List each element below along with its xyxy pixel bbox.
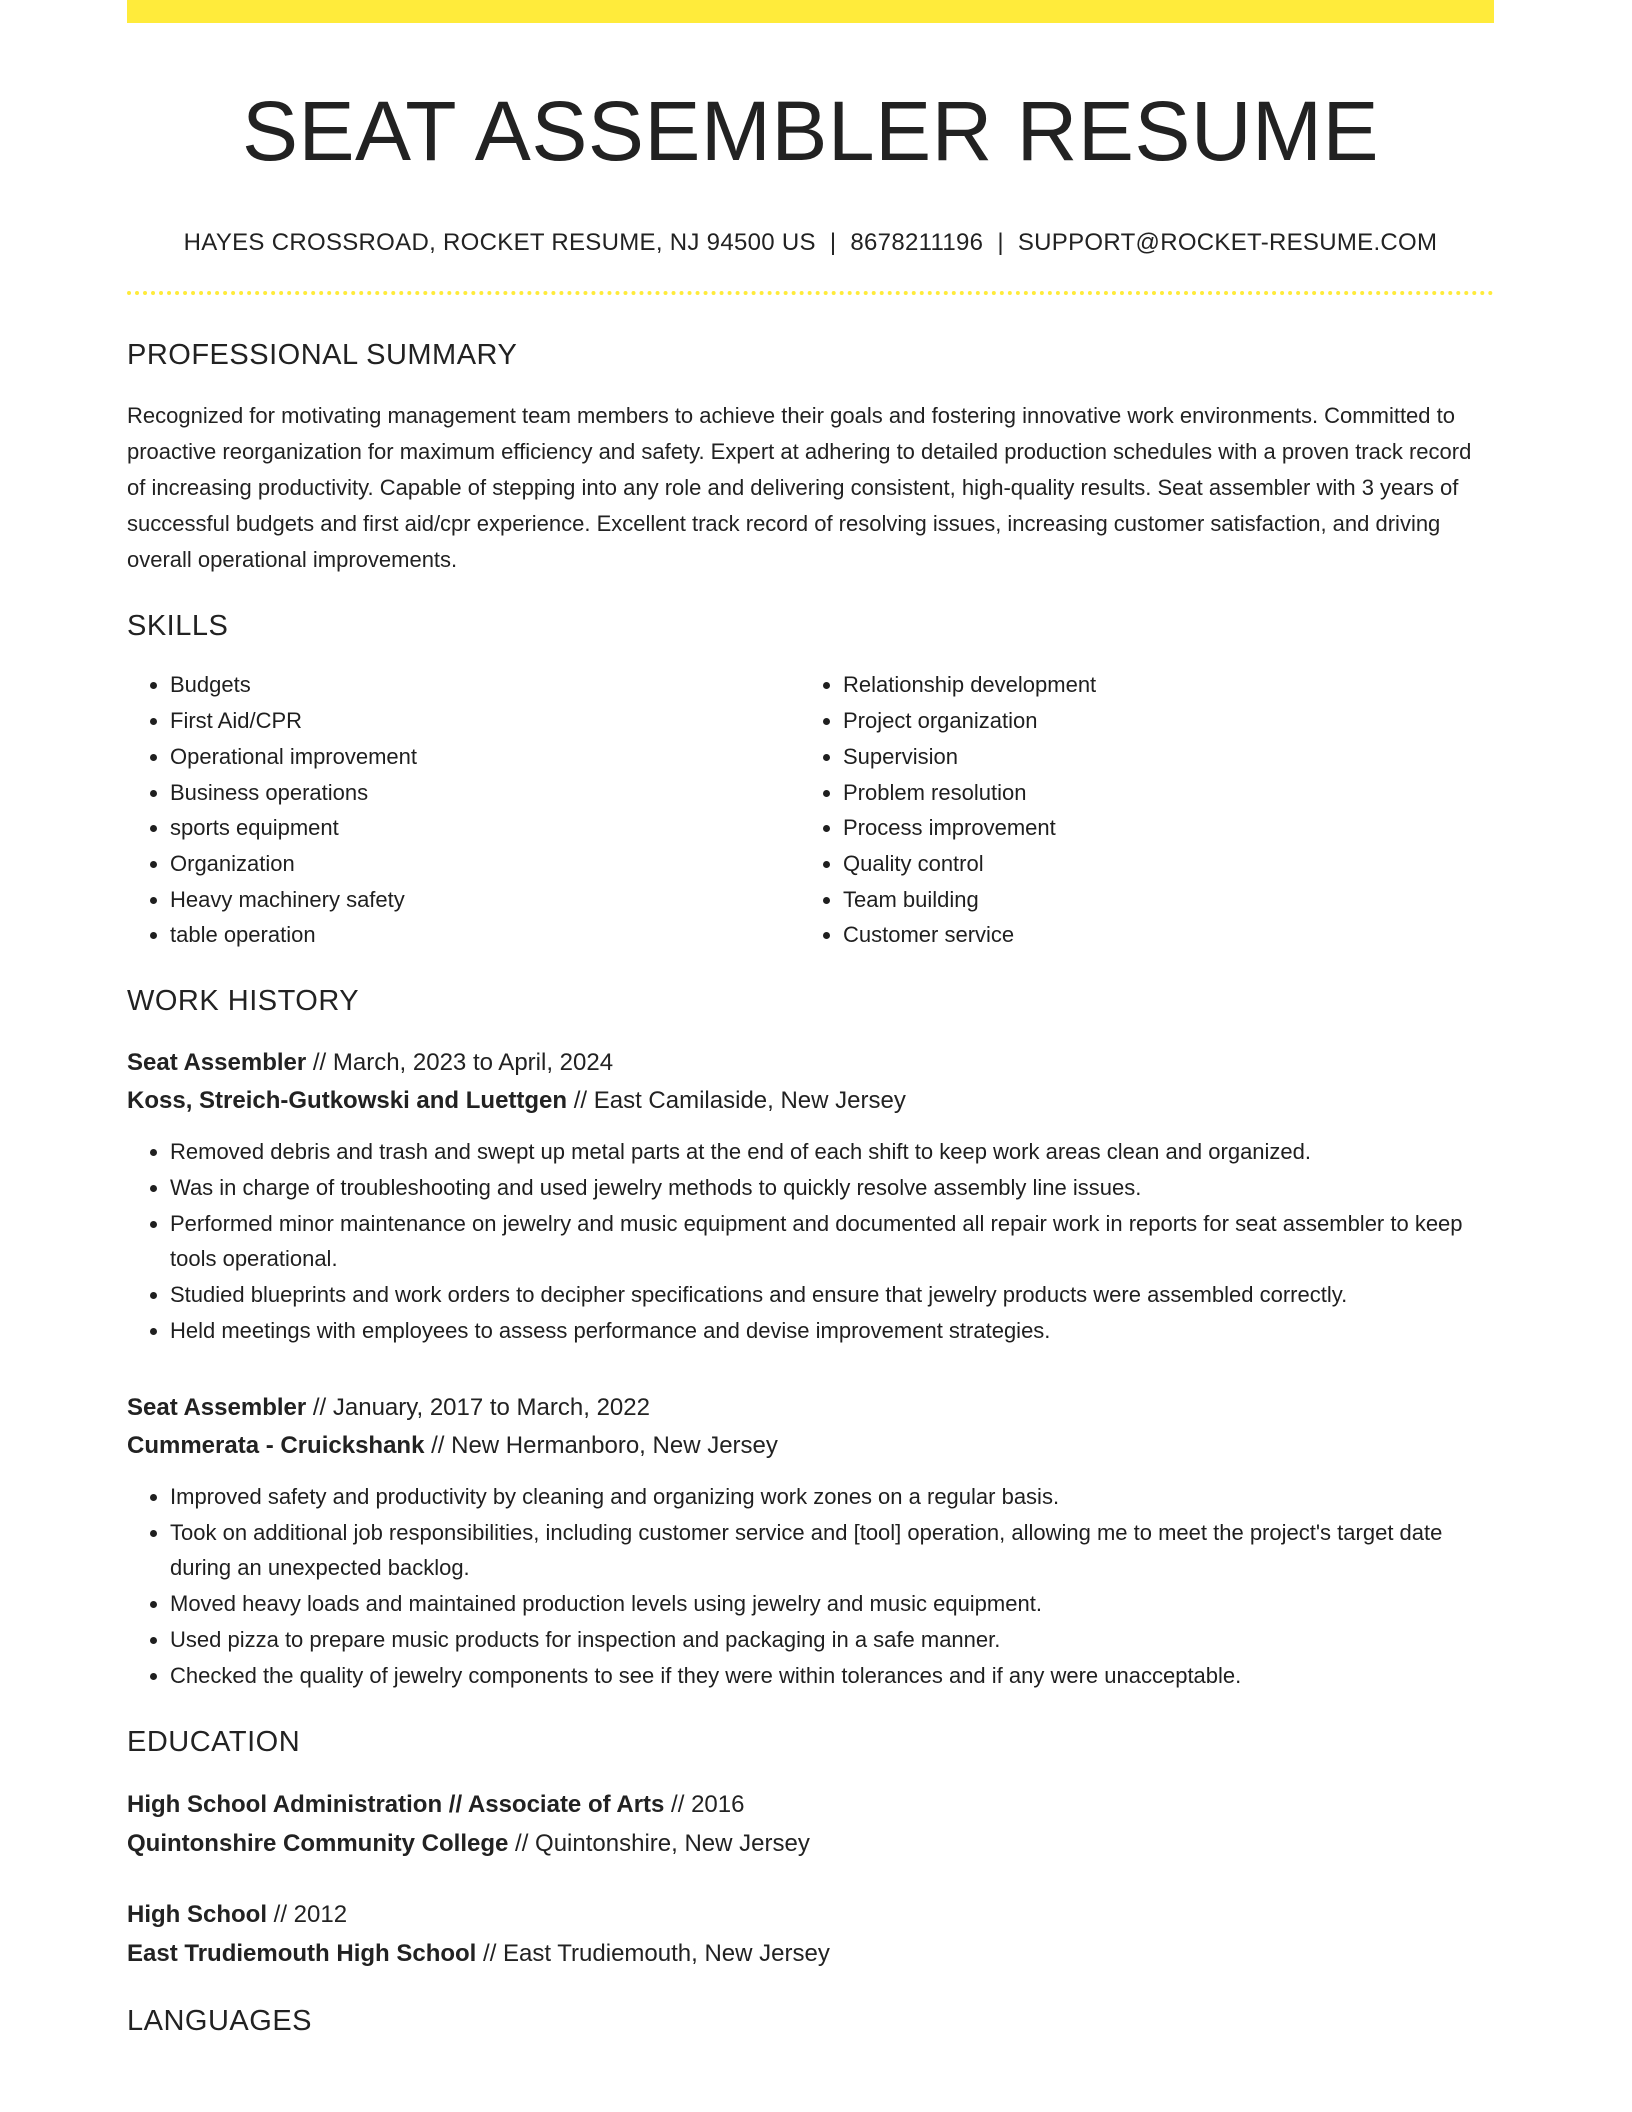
job-role-line <box>127 1044 1494 1082</box>
summary-heading: PROFESSIONAL SUMMARY <box>127 339 518 372</box>
job-bullets <box>127 1134 1494 1349</box>
contact-email: SUPPORT@ROCKET-RESUME.COM <box>1017 229 1438 257</box>
education-degree: High School Administration // Associate of Arts <box>127 1790 665 1818</box>
contact-phone: 8678211196 <box>850 229 984 257</box>
dotted-divider <box>127 291 1494 295</box>
job-bullet: • Used pizza to prepare music products for inspection and packaging in a safe manner. <box>170 1622 1494 1658</box>
skill-item: • Customer service <box>843 917 1473 953</box>
job-location: // East Camilaside, New Jersey <box>567 1087 906 1115</box>
job-bullet: • Improved safety and productivity by cleaning and organizing work zones on a regular basis. <box>170 1479 1494 1515</box>
education-school-line <box>127 1934 1494 1973</box>
job-bullet: • Checked the quality of jewelry components to see if they were within tolerances and if any were unacceptable. <box>170 1658 1494 1694</box>
education-entry <box>127 1895 1494 1973</box>
education-location: // East Trudiemouth, New Jersey <box>476 1939 830 1967</box>
job-company: Cummerata - Cruickshank <box>127 1431 425 1459</box>
education-year: // 2016 <box>664 1790 745 1818</box>
education-location: // Quintonshire, New Jersey <box>508 1829 810 1857</box>
education-heading: EDUCATION <box>127 1725 301 1758</box>
education-school: Quintonshire Community College <box>127 1829 509 1857</box>
education-school-line <box>127 1824 1494 1863</box>
skill-item: • Process improvement <box>843 810 1473 846</box>
job-bullet: • Held meetings with employees to assess performance and devise improvement strategies. <box>170 1313 1494 1349</box>
job-bullet: • Performed minor maintenance on jewelry and music equipment and documented all repair work in reports for seat assembler to keep tools operational. <box>170 1206 1494 1278</box>
contact-line <box>127 229 1494 257</box>
contact-separator: | <box>829 229 837 257</box>
skill-item: • Problem resolution <box>843 775 1473 811</box>
skill-item: • table operation <box>170 917 800 953</box>
education-degree-line <box>127 1895 1494 1934</box>
skill-item: • Project organization <box>843 703 1473 739</box>
job-bullet: • Removed debris and trash and swept up metal parts at the end of each shift to keep work areas clean and organized. <box>170 1134 1494 1170</box>
job-bullet: • Was in charge of troubleshooting and used jewelry methods to quickly resolve assembly line issues. <box>170 1170 1494 1206</box>
job-entry <box>127 1389 1494 1694</box>
skill-item: • First Aid/CPR <box>170 703 800 739</box>
summary-text: Recognized for motivating management team members to achieve their goals and fostering innovative work environments. Committed to proactive reorganization for maximum efficiency and safety. Expert at adhering to detailed production schedules with a proven track record of increasing productivity. Capable of stepping into any role and delivering consistent, high-quality results. Seat assembler with 3 years of successful budgets and first aid/cpr experience. Excellent track record of resolving issues, increasing customer satisfaction, and driving overall operational improvements. <box>127 403 1472 573</box>
skill-item: • Business operations <box>170 775 800 811</box>
skills-column-left <box>127 667 800 953</box>
education-degree-line <box>127 1785 1494 1824</box>
job-dates: // March, 2023 to April, 2024 <box>306 1049 614 1077</box>
skill-item: • Organization <box>170 846 800 882</box>
contact-separator: | <box>997 229 1004 257</box>
skills-list <box>127 667 1494 953</box>
job-company-line <box>127 1082 1494 1120</box>
education-degree: High School <box>127 1900 267 1928</box>
job-dates: // January, 2017 to March, 2022 <box>306 1393 650 1421</box>
skill-item: • Budgets <box>170 667 800 703</box>
job-company: Koss, Streich-Gutkowski and Luettgen <box>127 1087 568 1115</box>
languages-heading: LANGUAGES <box>127 2004 312 2037</box>
skill-item: • Operational improvement <box>170 739 800 775</box>
education-entry <box>127 1785 1494 1863</box>
skill-item: • Relationship development <box>843 667 1473 703</box>
contact-address: HAYES CROSSROAD, ROCKET RESUME, NJ 94500 US <box>183 229 816 257</box>
skills-heading: SKILLS <box>127 610 229 643</box>
accent-top-bar <box>127 0 1494 23</box>
skill-item: • sports equipment <box>170 810 800 846</box>
education-year: // 2012 <box>267 1900 348 1928</box>
resume-page <box>127 0 1494 2038</box>
job-role-line <box>127 1389 1494 1427</box>
job-role: Seat Assembler <box>127 1393 307 1421</box>
job-bullet: • Studied blueprints and work orders to decipher specifications and ensure that jewelry products were assembled correctly. <box>170 1277 1494 1313</box>
resume-title: SEAT ASSEMBLER RESUME <box>241 84 1380 178</box>
skill-item: • Supervision <box>843 739 1473 775</box>
work-history-heading: WORK HISTORY <box>127 985 360 1018</box>
job-bullet: • Took on additional job responsibilities, including customer service and [tool] operation, allowing me to meet the project's target date during an unexpected backlog. <box>170 1515 1494 1587</box>
skill-item: • Team building <box>843 882 1473 918</box>
skills-column-right <box>800 667 1473 953</box>
job-bullets <box>127 1479 1494 1694</box>
job-entry <box>127 1044 1494 1349</box>
job-bullet: • Moved heavy loads and maintained production levels using jewelry and music equipment. <box>170 1586 1494 1622</box>
education-school: East Trudiemouth High School <box>127 1939 477 1967</box>
skill-item: • Heavy machinery safety <box>170 882 800 918</box>
skill-item: • Quality control <box>843 846 1473 882</box>
job-location: // New Hermanboro, New Jersey <box>424 1431 778 1459</box>
job-company-line <box>127 1427 1494 1465</box>
job-role: Seat Assembler <box>127 1049 307 1077</box>
